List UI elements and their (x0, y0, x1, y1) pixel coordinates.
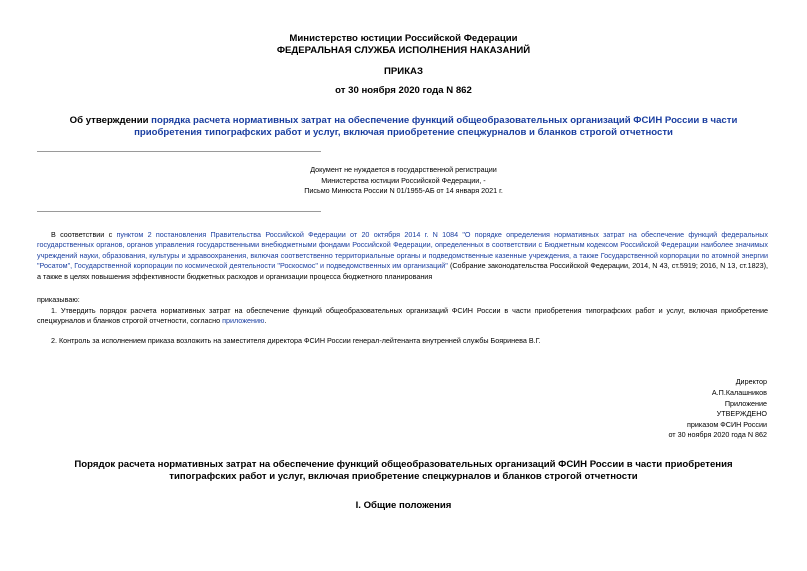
divider-bottom (37, 211, 321, 212)
appendix-label: Приложение (724, 399, 767, 408)
preamble-text-end: (Собрание законодательства Российской Федерации, 2014, N 43, ст.5919; 2016, N 13, ст.1823), а также в целях повышения эффективности бюджетных расходов и организации процесса бюджетного планирования (37, 261, 768, 281)
registration-note-line1: Документ не нуждается в государственной регистрации (310, 165, 497, 174)
registration-note-line3: Письмо Минюста России N 01/1955-АБ от 14 января 2021 г. (304, 186, 503, 195)
ministry-name: Министерство юстиции Российской Федерации (289, 33, 518, 44)
order-item-1-text: 1. Утвердить порядок расчета нормативных затрат на обеспечение функций общеобразовательных организаций ФСИН России в части приобретения типографских работ и услуг, включая приобретение спецжурналов и бланков строгой отчетности, согласно (37, 306, 768, 326)
document-type: ПРИКАЗ (384, 66, 423, 77)
approved-by-order: приказом ФСИН России (687, 420, 767, 429)
preamble-paragraph (37, 230, 768, 282)
approved-date: от 30 ноября 2020 года N 862 (668, 430, 767, 439)
registration-note-line2: Министерства юстиции Российской Федерации, - (321, 176, 486, 185)
service-name: ФЕДЕРАЛЬНАЯ СЛУЖБА ИСПОЛНЕНИЯ НАКАЗАНИЙ (276, 45, 531, 56)
orders-word: приказываю: (37, 295, 80, 304)
appendix-title: Порядок расчета нормативных затрат на обеспечение функций общеобразовательных организаций ФСИН России в части приобретения типографских работ и услуг, включая приобретение спецжурналов и бланков строгой отчетности (74, 459, 733, 482)
document-title (55, 115, 752, 138)
section-heading: I. Общие положения (355, 500, 452, 511)
document-date-number: от 30 ноября 2020 года N 862 (335, 85, 472, 96)
signature-position: Директор (735, 377, 767, 386)
signature-name: А.П.Калашников (711, 388, 767, 397)
title-link[interactable]: порядка расчета нормативных затрат на обеспечение функций общеобразовательных организаций ФСИН России в части приобретения типографских работ и услуг, включая приобретение спецжурналов и бланков строгой отчетности (134, 115, 738, 138)
order-item-2: 2. Контроль за исполнением приказа возложить на заместителя директора ФСИН России генерал-лейтенанта внутренней службы Бояринева В.Г. (51, 336, 541, 345)
appendix-link[interactable]: приложению (222, 316, 265, 326)
title-prefix: Об утверждении (69, 115, 152, 126)
divider-top (37, 151, 321, 152)
approved-stamp: УТВЕРЖДЕНО (716, 409, 767, 418)
order-item-1 (37, 306, 768, 327)
preamble-text-start: В соответствии с (51, 230, 117, 239)
resolution-link[interactable]: пунктом 2 постановления Правительства Российской Федерации от 20 октября 2014 г. N 1084 "О порядке определения нормативных затрат на обеспечение функций федеральных государственных органов, органов управления государственными внебюджетными фондами Российской Федерации, определенных в соответствии с Бюджетным кодексом Российской Федерации наиболее значимых учреждений науки, образования, культуры и здравоохранения, включая соответственно территориальные органы и подведомственные казенные учреждения, а также Государственной корпорации по атомной энергии "Росатом", Государственной корпорации по космической деятельности "Роскосмос" и подведомственных им организаций" (37, 230, 768, 271)
order-item-1-end: . (264, 316, 267, 326)
